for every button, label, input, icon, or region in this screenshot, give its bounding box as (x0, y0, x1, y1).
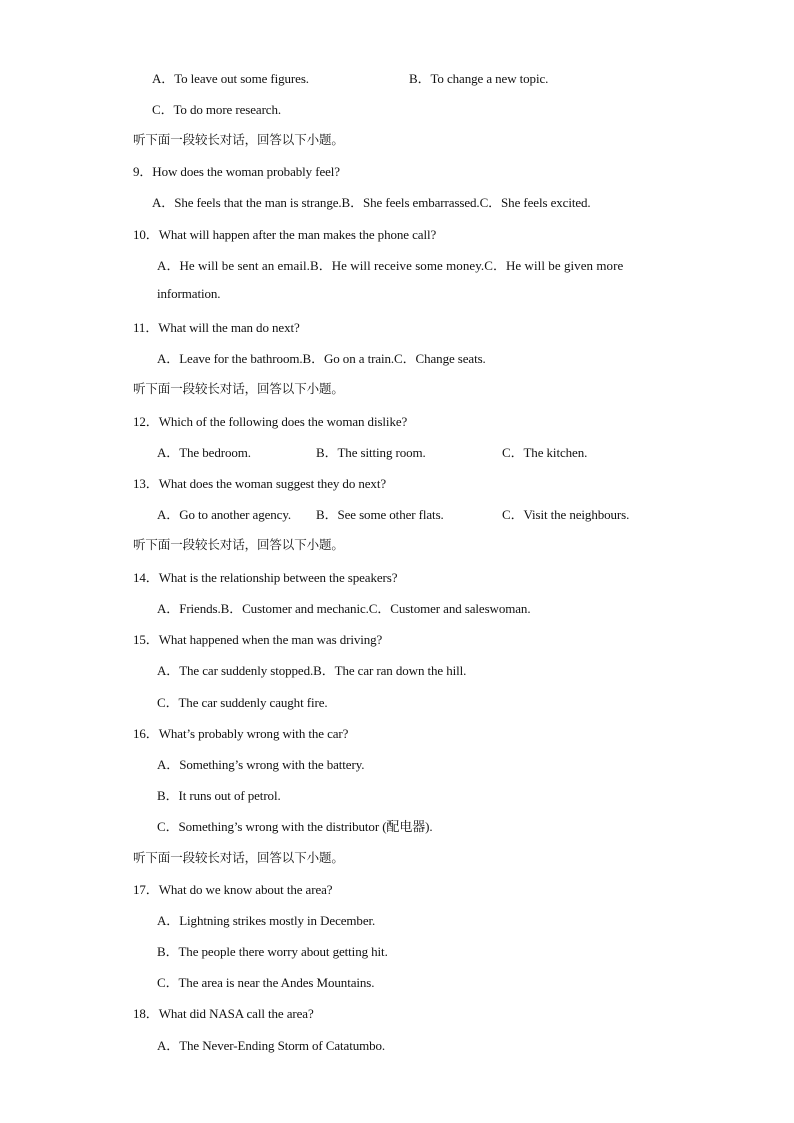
option-text: C．The area is near the Andes Mountains. (157, 975, 375, 990)
option-text: C．The kitchen. (502, 445, 588, 460)
section-heading: 听下面一段较长对话，回答以下小题。 (133, 537, 344, 552)
question-14-options: A．Friends.B．Customer and mechanic.C．Customer and saleswoman. (157, 601, 531, 616)
option-text: C．Visit the neighbours. (502, 507, 630, 522)
section-heading: 听下面一段较长对话，回答以下小题。 (133, 132, 344, 147)
question-18: 18．What did NASA call the area? (133, 1006, 314, 1021)
option-text: A．Something’s wrong with the battery. (157, 757, 365, 772)
question-11: 11．What will the man do next? (133, 320, 300, 335)
question-9-options: A．She feels that the man is strange.B．She feels embarrassed.C．She feels excited. (152, 195, 591, 210)
question-10-options-cont: information. (157, 286, 221, 301)
option-text: B．See some other flats. (316, 507, 444, 522)
question-15-options-cont: C．The car suddenly caught fire. (157, 695, 328, 710)
question-15-options: A．The car suddenly stopped.B．The car ran down the hill. (157, 663, 467, 678)
option-text: B．It runs out of petrol. (157, 788, 281, 803)
option-text: C．Something’s wrong with the distributor (配电器). (157, 819, 433, 834)
question-15: 15．What happened when the man was driving? (133, 632, 383, 647)
question-16: 16．What’s probably wrong with the car? (133, 726, 349, 741)
option-text: A．The bedroom. (157, 445, 251, 460)
option-text: A．Go to another agency. (157, 507, 292, 522)
question-10-options: A．He will be sent an email.B．He will receive some money.C．He will be given more (157, 258, 624, 273)
question-11-options: A．Leave for the bathroom.B．Go on a train.C．Change seats. (157, 351, 486, 366)
option-text: A．The Never-Ending Storm of Catatumbo. (157, 1038, 386, 1053)
question-17: 17．What do we know about the area? (133, 882, 333, 897)
option-text: B．The people there worry about getting hit. (157, 944, 388, 959)
section-heading: 听下面一段较长对话，回答以下小题。 (133, 850, 344, 865)
option-text: B．To change a new topic. (409, 71, 549, 86)
question-14: 14．What is the relationship between the speakers? (133, 570, 398, 585)
question-10: 10．What will happen after the man makes the phone call? (133, 227, 437, 242)
option-text: B．The sitting room. (316, 445, 426, 460)
question-12: 12．Which of the following does the woman dislike? (133, 414, 408, 429)
section-heading: 听下面一段较长对话，回答以下小题。 (133, 381, 344, 396)
option-text: A．Lightning strikes mostly in December. (157, 913, 376, 928)
question-13: 13．What does the woman suggest they do next? (133, 476, 387, 491)
option-text: C．To do more research. (152, 102, 282, 117)
option-text: A．To leave out some figures. (152, 71, 309, 86)
question-9: 9．How does the woman probably feel? (133, 164, 340, 179)
